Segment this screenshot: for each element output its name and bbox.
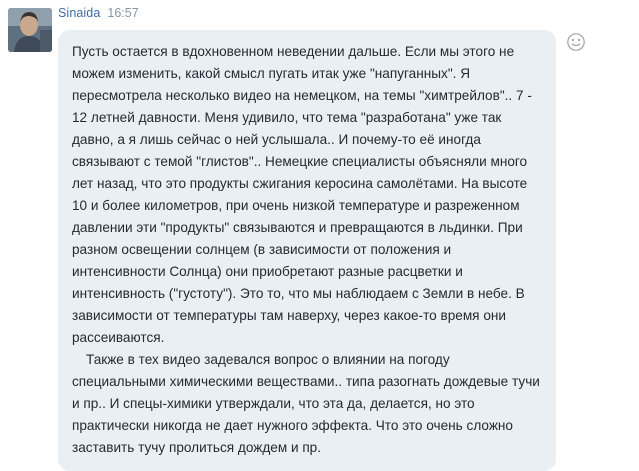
message-paragraph: Также в тех видео задевался вопрос о влиянии на погоду специальными химическими веществами.. типа разогнать дождевые тучи и пр.. И спецы-химики утверждали, что эта да, делается, но это практически никогда не дает нужного эффекта. Что это очень сложно заставить тучу пролиться дождем и пр.	[72, 352, 540, 456]
message-timestamp: 16:57	[107, 6, 139, 20]
message-header	[58, 4, 639, 28]
user-avatar[interactable]	[8, 8, 52, 52]
message-column	[58, 4, 639, 471]
smiley-icon[interactable]	[566, 32, 586, 52]
message-author[interactable]: Sinaida	[58, 6, 101, 20]
message-bubble-row	[58, 30, 639, 471]
message-paragraph: Пусть остается в вдохновенном неведении дальше. Если мы этого не можем изменить, какой смысл пугать итак уже "напуганных". Я пересмотрела несколько видео на немецком, на темы "химтрейлов".. 7 - 12 летней давности. Меня удивило, что тема "разработана" уже так давно, а я лишь сейчас о ней услышала.. И почему-то её иногда связывают с темой "глистов".. Немецкие специалисты объясняли много лет назад, что это продукты сжигания керосина самолётами. На высоте 10 и более километров, при очень низкой температуре и разреженном давлении эти "продукты" связываются и превращаются в льдинки. При разном освещении солнцем (в зависимости от положения и интенсивности Солнца) они приобретают разные расцветки и интенсивность ("густоту"). Это то, что мы наблюдаем с Земли в небе. В зависимости от температуры там наверху, через какое-то время они рассеиваются.	[72, 44, 532, 346]
message-bubble[interactable]	[58, 30, 556, 471]
